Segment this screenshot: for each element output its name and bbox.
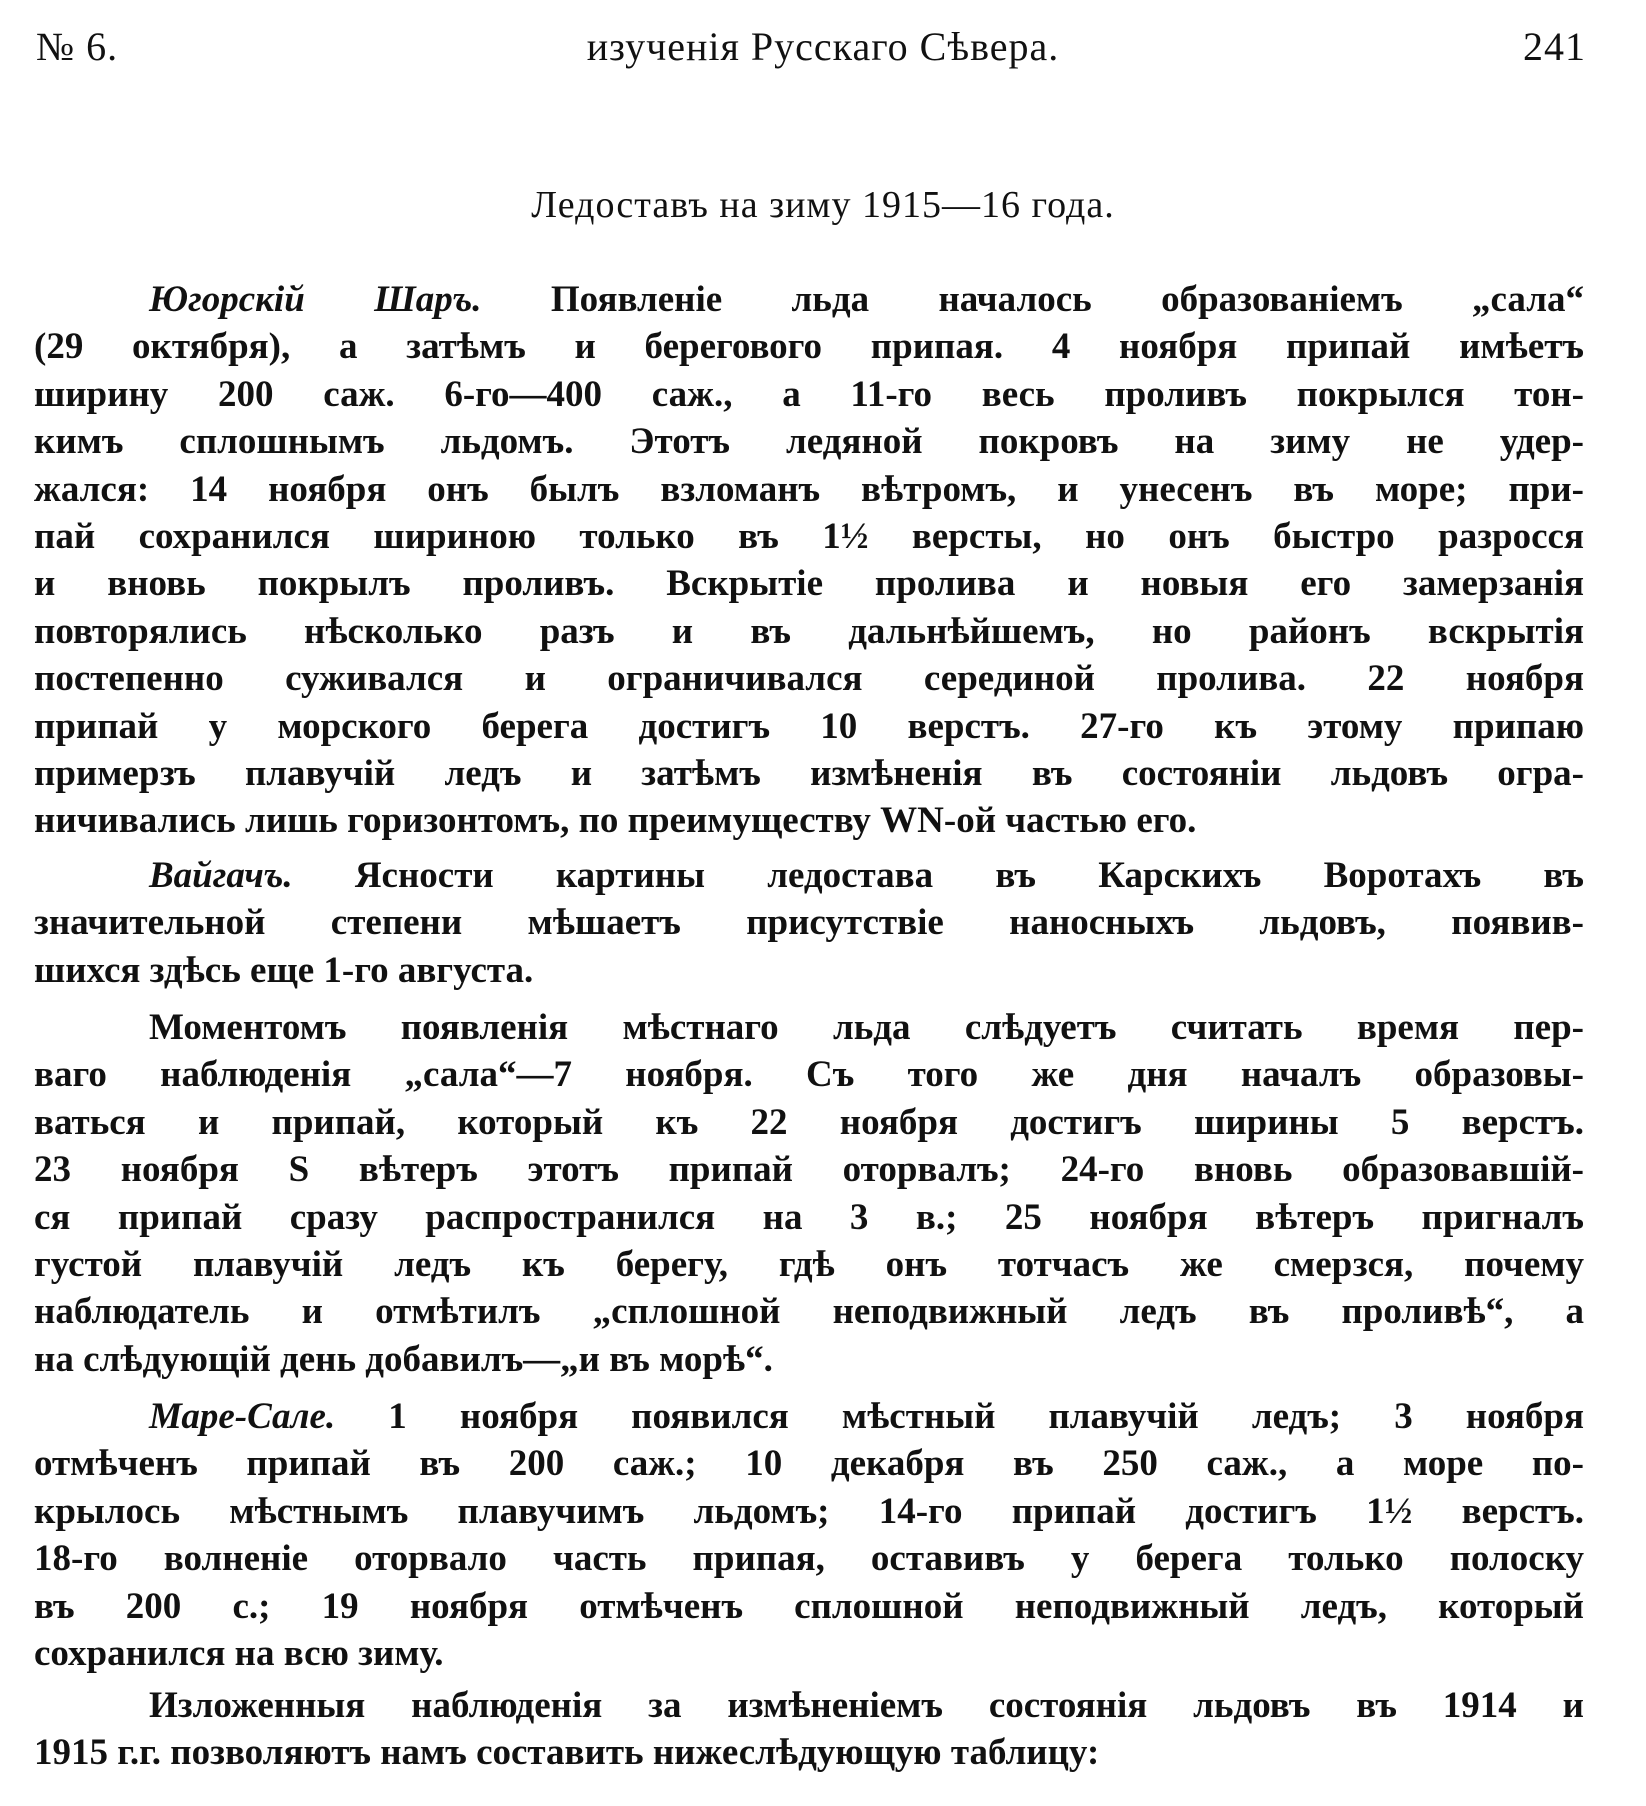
line-text: 23 ноября S вѣтеръ этотъ припай оторвалъ; 24-го вновь образовавшій- xyxy=(34,1149,1584,1191)
line-text: въ 200 с.; 19 ноября отмѣченъ сплошной неподвижный ледъ, который xyxy=(34,1585,1584,1627)
text-line xyxy=(34,1146,1584,1193)
section-title: Ледоставъ на зиму 1915—16 года. xyxy=(531,184,1115,226)
place-name: Маре-Сале. xyxy=(149,1396,336,1437)
text-line xyxy=(34,655,1584,702)
line-text: 1 ноября появился мѣстный плавучій ледъ; 3 ноября xyxy=(335,1396,1584,1437)
place-name: Югорскій Шаръ. xyxy=(149,279,482,320)
line-text: ничивались лишь горизонтомъ, по преимуществу WN-ой частью его. xyxy=(34,800,1197,842)
text-line xyxy=(34,276,1584,323)
line-text: примерзъ плавучій ледъ и затѣмъ измѣненія въ состояніи льдовъ огра- xyxy=(34,752,1584,794)
line-text: 18-го волненіе оторвало часть припая, оставивъ у берега только полоску xyxy=(34,1538,1584,1580)
line-text: Моментомъ появленія мѣстнаго льда слѣдуетъ считать время пер- xyxy=(149,1007,1584,1048)
place-name: Вайгачъ. xyxy=(149,855,293,896)
issue-number: № 6. xyxy=(36,24,119,69)
text-line xyxy=(34,852,1584,899)
text-line xyxy=(34,1682,1584,1729)
line-text: шихся здѣсь еще 1-го августа. xyxy=(34,949,534,991)
line-text: Изложенныя наблюденія за измѣненіемъ состоянія льдовъ въ 1914 и xyxy=(149,1685,1584,1726)
line-text: густой плавучій ледъ къ берегу, гдѣ онъ тотчасъ же смерзся, почему xyxy=(34,1243,1584,1285)
text-line xyxy=(34,1583,1584,1630)
running-title: изученія Русскаго Сѣвера. xyxy=(586,24,1060,69)
text-line xyxy=(34,947,1584,994)
line-text: пай сохранился шириною только въ 1½ версты, но онъ быстро разросся xyxy=(34,515,1584,557)
paragraph-mare-sale xyxy=(34,1393,1584,1677)
line-text: жался: 14 ноября онъ былъ взломанъ вѣтромъ, и унесенъ въ море; при- xyxy=(34,468,1584,510)
text-line xyxy=(34,797,1584,844)
line-text: ся припай сразу распространился на 3 в.; 25 ноября вѣтеръ пригналъ xyxy=(34,1196,1584,1238)
line-text: отмѣченъ припай въ 200 саж.; 10 декабря въ 250 саж., а море по- xyxy=(34,1443,1584,1485)
text-line xyxy=(34,1729,1584,1776)
text-line xyxy=(34,323,1584,370)
text-line xyxy=(34,1488,1584,1535)
text-line xyxy=(34,608,1584,655)
text-line xyxy=(34,418,1584,465)
line-text: (29 октября), а затѣмъ и берегового припая. 4 ноября припай имѣетъ xyxy=(34,326,1584,368)
text-line xyxy=(34,1288,1584,1335)
text-line xyxy=(34,1630,1584,1677)
text-line xyxy=(34,560,1584,607)
text-line xyxy=(34,1535,1584,1582)
line-text: значительной степени мѣшаетъ присутствіе наносныхъ льдовъ, появив- xyxy=(34,902,1584,944)
line-text: Ясности картины ледостава въ Карскихъ Воротахъ въ xyxy=(292,855,1584,896)
text-line xyxy=(34,1393,1584,1440)
line-text: Появленіе льда началось образованіемъ „сала“ xyxy=(481,279,1584,320)
line-text: 1915 г.г. позволяютъ намъ составить нижеслѣдующую таблицу: xyxy=(34,1732,1100,1774)
text-line xyxy=(34,1440,1584,1487)
text-line xyxy=(34,750,1584,797)
text-line xyxy=(34,1241,1584,1288)
page-number: 241 xyxy=(1523,24,1586,69)
line-text: и вновь покрылъ проливъ. Вскрытіе пролива и новыя его замерзанія xyxy=(34,563,1584,605)
line-text: сохранился на всю зиму. xyxy=(34,1632,444,1674)
line-text: ваться и припай, который къ 22 ноября достигъ ширины 5 верстъ. xyxy=(34,1101,1584,1143)
text-line xyxy=(34,1051,1584,1098)
paragraph-vaygach xyxy=(34,852,1584,994)
text-line xyxy=(34,513,1584,560)
text-line xyxy=(34,1194,1584,1241)
line-text: на слѣдующій день добавилъ—„и въ морѣ“. xyxy=(34,1338,773,1380)
paragraph-vaygach-continued xyxy=(34,1004,1584,1383)
line-text: ваго наблюденія „сала“—7 ноября. Съ того же дня началъ образовы- xyxy=(34,1054,1584,1096)
text-line xyxy=(34,899,1584,946)
line-text: крылось мѣстнымъ плавучимъ льдомъ; 14-го припай достигъ 1½ верстъ. xyxy=(34,1490,1584,1532)
line-text: наблюдатель и отмѣтилъ „сплошной неподвижный ледъ въ проливѣ“, а xyxy=(34,1291,1584,1333)
line-text: повторялись нѣсколько разъ и въ дальнѣйшемъ, но районъ вскрытія xyxy=(34,610,1584,652)
line-text: постепенно суживался и ограничивался серединой пролива. 22 ноября xyxy=(34,658,1584,700)
text-line xyxy=(34,466,1584,513)
text-line xyxy=(34,1336,1584,1383)
text-line xyxy=(34,703,1584,750)
text-line xyxy=(34,371,1584,418)
line-text: ширину 200 саж. 6-го—400 саж., а 11-го весь проливъ покрылся тон- xyxy=(34,373,1584,415)
paragraph-yugorsky-shar xyxy=(34,276,1584,845)
paragraph-summary xyxy=(34,1682,1584,1777)
text-line xyxy=(34,1099,1584,1146)
line-text: припай у морского берега достигъ 10 верстъ. 27-го къ этому припаю xyxy=(34,705,1584,747)
line-text: кимъ сплошнымъ льдомъ. Этотъ ледяной покровъ на зиму не удер- xyxy=(34,421,1584,463)
text-line xyxy=(34,1004,1584,1051)
